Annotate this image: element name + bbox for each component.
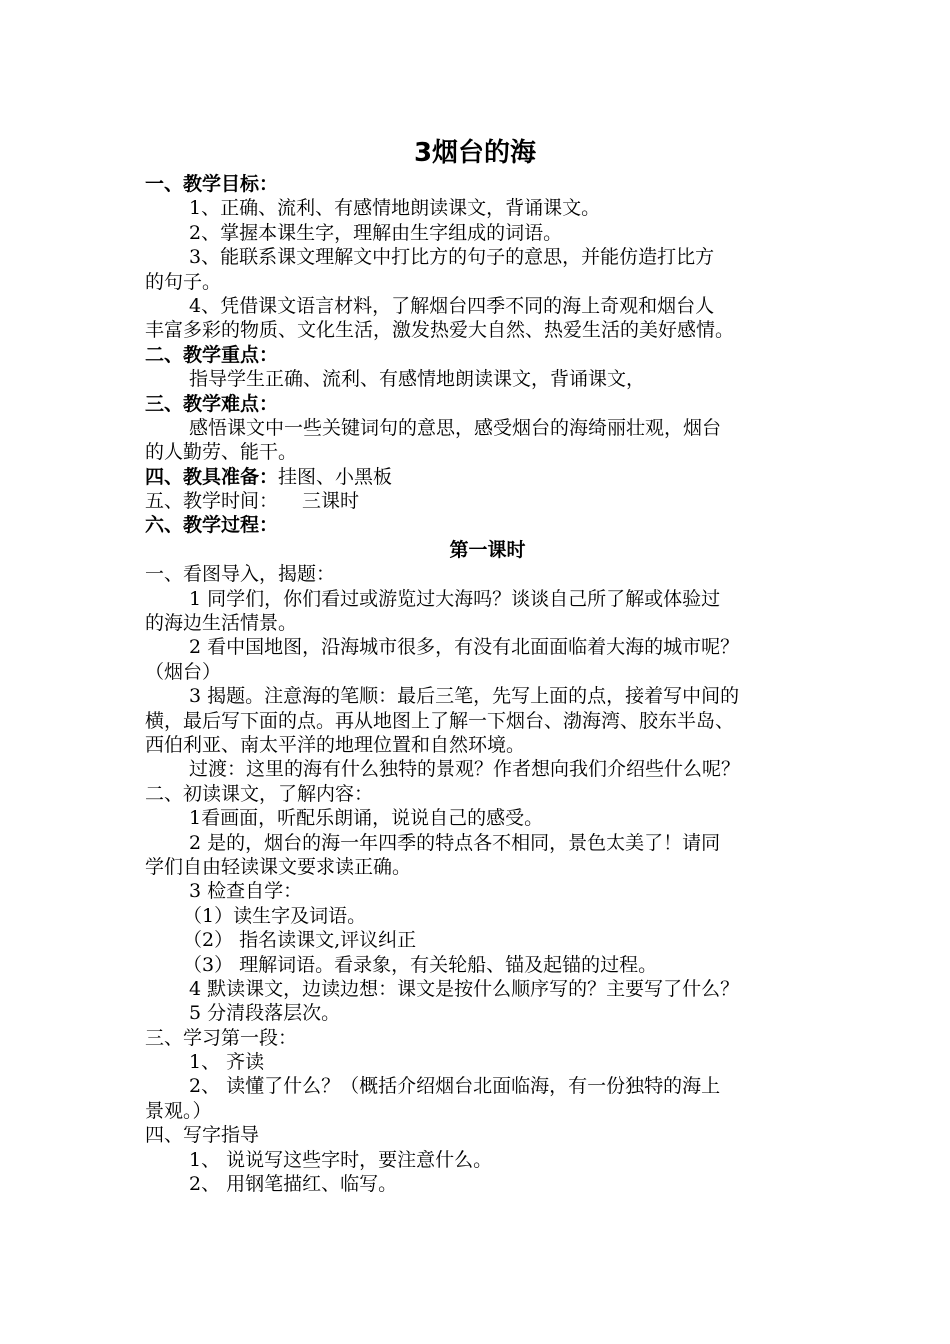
step-item-continued: 景观。） (145, 1099, 212, 1122)
section-heading-process: 六、教学过程： (145, 514, 279, 537)
step-item: 1 同学们，你们看过或游览过大海吗？谈谈自己所了解或体验过 (189, 587, 721, 610)
goal-item-continued: 丰富多彩的物质、文化生活，激发热爱大自然、热爱生活的美好感情。 (145, 319, 735, 342)
difficulty-text-continued: 的人勤劳、能干。 (145, 441, 298, 464)
goal-item: 3、能联系课文理解文中打比方的句子的意思，并能仿造打比方 (189, 246, 715, 269)
step-item-continued: 横，最后写下面的点。再从地图上了解一下烟台、渤海湾、胶东半岛、 (145, 709, 735, 732)
document-title: 3烟台的海 (413, 138, 537, 168)
step-item: 1看画面，听配乐朗诵，说说自己的感受。 (189, 807, 544, 830)
lesson-heading: 第一课时 (449, 538, 526, 561)
goal-item: 2、掌握本课生字，理解由生字组成的词语。 (189, 221, 563, 244)
step-item: 5 分清段落层次。 (189, 1002, 341, 1025)
step-item-continued: 西伯利亚、南太平洋的地理位置和自然环境。 (145, 733, 526, 756)
time-value: 三课时 (302, 490, 360, 513)
time-label: 五、教学时间： (145, 490, 279, 513)
document-body (145, 172, 830, 1196)
step-item-continued: （烟台） (145, 660, 222, 683)
step-heading: 二、初读课文，了解内容： (145, 782, 374, 805)
materials-label: 四、教具准备： (145, 465, 279, 488)
section-heading-goals: 一、教学目标： (145, 173, 279, 195)
difficulty-text: 感悟课文中一些关键词句的意思，感受烟台的海绮丽壮观，烟台 (189, 416, 722, 439)
step-item: 1、 说说写这些字时，要注意什么。 (189, 1148, 493, 1171)
goal-item: 1、正确、流利、有感情地朗读课文，背诵课文。 (189, 197, 601, 220)
step-item-continued: 的海边生活情景。 (145, 612, 298, 635)
step-item: 3 检查自学： (189, 880, 303, 903)
goal-item: 4、凭借课文语言材料，了解烟台四季不同的海上奇观和烟台人 (189, 294, 715, 317)
step-item: 4 默读课文，边读边想：课文是按什么顺序写的？主要写了什么？ (189, 977, 740, 1000)
step-item: 1、 齐读 (189, 1051, 265, 1074)
sub-step-item: （2） 指名读课文,评议纠正 (183, 929, 417, 952)
step-item: 3 揭题。注意海的笔顺：最后三笔，先写上面的点，接着写中间的 (189, 685, 740, 708)
sub-step-item: （1）读生字及词语。 (183, 904, 367, 927)
step-heading: 三、学习第一段： (145, 1026, 298, 1049)
transition-text: 过渡：这里的海有什么独特的景观？作者想向我们介绍些什么呢？ (189, 758, 741, 781)
key-point-text: 指导学生正确、流利、有感情地朗读课文，背诵课文， (189, 368, 646, 391)
step-item: 2、 用钢笔描红、临写。 (189, 1173, 398, 1196)
section-materials (145, 465, 830, 489)
step-heading: 一、看图导入，揭题： (145, 563, 336, 586)
step-item: 2 看中国地图，沿海城市很多，有没有北面面临着大海的城市呢？ (189, 636, 740, 659)
section-time (145, 489, 830, 513)
step-heading: 四、写字指导 (145, 1124, 260, 1147)
materials-value: 挂图、小黑板 (278, 465, 393, 488)
step-item-continued: 学们自由轻读课文要求读正确。 (145, 855, 412, 878)
step-item: 2 是的，烟台的海一年四季的特点各不相同，景色太美了！请同 (189, 831, 721, 854)
section-heading-difficulties: 三、教学难点： (145, 392, 279, 415)
goal-item-continued: 的句子。 (145, 270, 222, 293)
section-heading-key-points: 二、教学重点： (145, 343, 279, 366)
sub-step-item: （3） 理解词语。看录象，有关轮船、锚及起锚的过程。 (183, 953, 658, 976)
step-item: 2、 读懂了什么？（概括介绍烟台北面临海，有一份独特的海上 (189, 1075, 721, 1098)
